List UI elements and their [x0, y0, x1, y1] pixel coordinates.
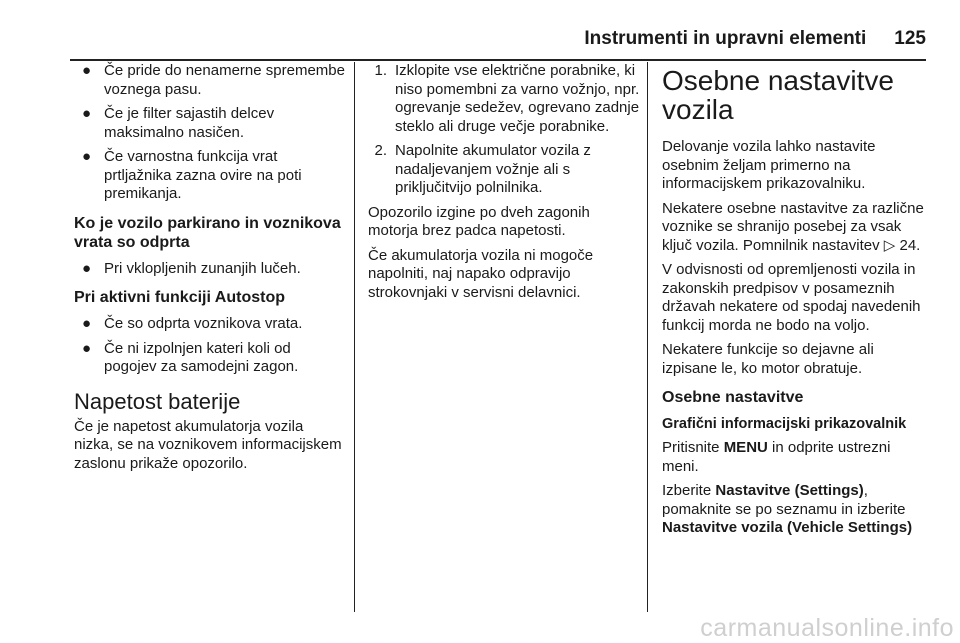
heading-battery: Napetost baterije — [74, 388, 241, 414]
chapter-title: Instrumenti in upravni elementi — [584, 28, 867, 49]
column-divider-2 — [647, 62, 648, 612]
paragraph-battery: Če je napetost akumulatorja vozila nizka, se na voznikovem informacijskem zaslonu prikaže opozorilo. — [74, 417, 342, 472]
subsubheading: Grafični informacijski prikazovalnik — [662, 416, 907, 432]
page-header — [560, 28, 926, 54]
list-item: ● Če so odprta voznikova vrata. — [74, 315, 346, 334]
column-3 — [662, 62, 930, 544]
step-number: 2. — [374, 142, 387, 159]
bullet-icon: ● — [82, 148, 92, 165]
list-item: ● Če ni izpolnjen kateri koli od pogojev za samodejni zagon. — [74, 340, 346, 377]
paragraph: Pritisnite MENU in odprite ustrezni meni. — [662, 439, 891, 475]
paragraph: Delovanje vozila lahko nastavite osebnim željam primerno na informacijskem prikazovalniku. — [662, 138, 876, 192]
heading-autostop: Pri aktivni funkciji Autostop — [74, 289, 285, 306]
list-item: ● Če pride do nenamerne spremembe voznega pasu. — [74, 62, 346, 99]
list-item: ● Če je filter sajastih delcev maksimalno nasičen. — [74, 105, 346, 142]
header-rule — [70, 59, 926, 61]
bullet-icon: ● — [82, 339, 92, 357]
vehicle-settings-label: Nastavitve vozila (Vehicle Settings) — [662, 519, 913, 536]
paragraph: V odvisnosti od opremljenosti vozila in zakonskih predpisov v posameznih državah nekatere od spodaj navedenih funkcij morda ne bodo na voljo. — [662, 261, 921, 334]
column-1 — [74, 62, 346, 479]
subheading: Osebne nastavitve — [662, 389, 804, 406]
page-number: 125 — [894, 28, 926, 49]
bullet-icon: ● — [82, 105, 92, 122]
heading-parked: Ko je vozilo parkirano in voznikova vrata so odprta — [74, 214, 341, 251]
step-item: 1. Izklopite vse električne porabnike, ki niso pomembni za varno vožnjo, npr. ogrevanje sedežev, ogrevano zadnje steklo ali druge večje porabnike. — [368, 62, 640, 136]
watermark: carmanualsonline.info — [700, 614, 954, 642]
settings-label: Nastavitve (Settings) — [715, 482, 864, 499]
step-item: 2. Napolnite akumulator vozila z nadaljevanjem vožnje ali s priključitvijo polnilnika. — [368, 142, 640, 198]
section-title: Osebne nastavitve vozila — [662, 65, 894, 125]
column-divider-1 — [354, 62, 355, 612]
bullet-icon: ● — [82, 259, 92, 277]
page-reference[interactable]: 24. — [899, 236, 921, 254]
menu-key: MENU — [723, 439, 768, 456]
column-2 — [368, 62, 640, 308]
step-number: 1. — [374, 62, 387, 79]
bullet-icon: ● — [82, 315, 92, 332]
paragraph: Opozorilo izgine po dveh zagonih motorja brez padca napetosti. — [368, 203, 590, 239]
paragraph: Nekatere funkcije so dejavne ali izpisane le, ko motor obratuje. — [662, 341, 874, 377]
paragraph: Nekatere osebne nastavitve za različne voznike se shranijo posebej za vsak ključ vozila. Pomnilnik nastavitev ▷ 24. — [662, 199, 924, 254]
bullet-icon: ● — [82, 62, 92, 79]
paragraph: Če akumulatorja vozila ni mogoče napolniti, naj napako odpravijo strokovnjaki v servisni delavnici. — [368, 246, 594, 301]
list-item: ● Pri vklopljenih zunanjih lučeh. — [74, 260, 346, 279]
list-item: ● Če varnostna funkcija vrat prtljažnika zazna ovire na poti premikanja. — [74, 148, 346, 204]
paragraph: Izberite Nastavitve (Settings), pomaknite se po seznamu in izberite Nastavitve vozila (Vehicle Settings) — [662, 482, 913, 536]
page-reference-icon[interactable]: ▷ — [883, 236, 896, 254]
